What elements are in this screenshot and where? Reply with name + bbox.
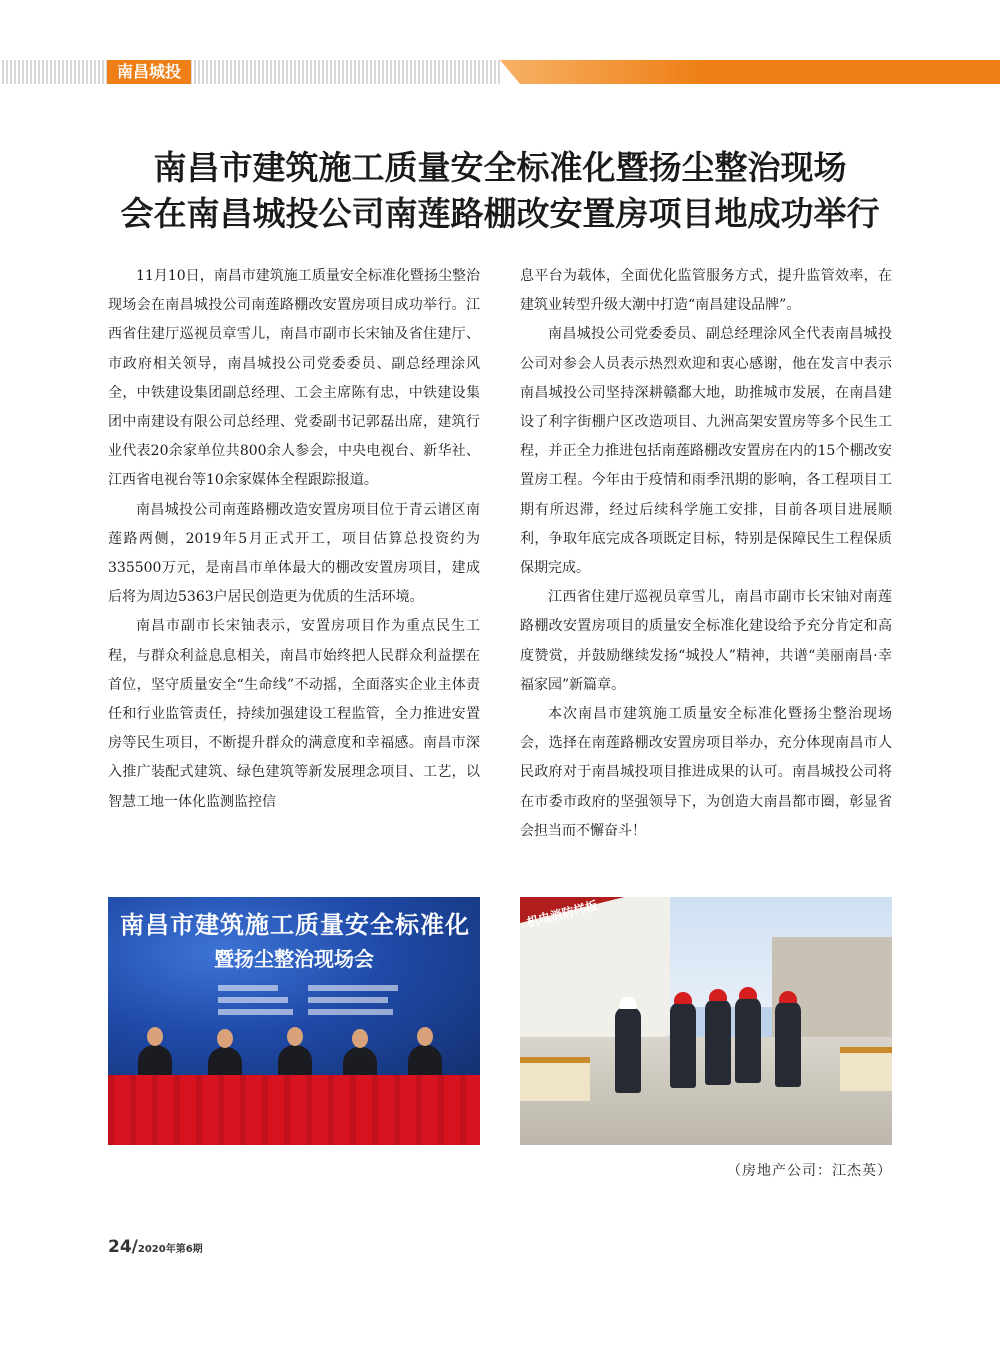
right-text-column xyxy=(520,262,892,846)
screen-text-row xyxy=(218,985,278,991)
inspector xyxy=(615,1007,641,1093)
issue-label: 2020年第6期 xyxy=(137,1244,203,1255)
paragraph: 本次南昌市建筑施工质量安全标准化暨扬尘整治现场会，选择在南莲路棚改安置房项目举办，充分体现南昌市人民政府对于南昌城投项目推进成果的认可。南昌城投公司将在市委市政府的坚强领导下，为创造大南昌都市圈，彰显省会担当而不懈奋斗！ xyxy=(520,706,892,839)
site-banner-text: 机电消防样板 xyxy=(525,898,599,930)
inspector xyxy=(670,1002,696,1088)
red-helmet xyxy=(739,987,757,999)
photo-byline: （房地产公司：江杰英） xyxy=(727,1163,892,1179)
screen-text-row xyxy=(308,1009,393,1015)
screen-title-line1: 南昌市建筑施工质量安全标准化 xyxy=(120,911,470,939)
paragraph: 南昌城投公司党委委员、副总经理涂风全代表南昌城投公司对参会人员表示热烈欢迎和衷心感谢，他在发言中表示南昌城投公司坚持深耕赣鄱大地，助推城市发展，在南昌建设了利字街棚户区改造项目、九洲高架安置房等多个民生工程，并正全力推进包括南莲路棚改安置房在内的15个棚改安置房工程。今年由于疫情和雨季汛期的影响，各工程项目工期有所迟滞，经过后续科学施工安排，目前各项目进展顺利，争取年底完成各项既定目标，特别是保障民生工程保质保期完成。 xyxy=(520,326,892,577)
left-text-column xyxy=(108,262,480,817)
screen-text-row xyxy=(308,997,388,1003)
screen-text-row xyxy=(218,997,288,1003)
paragraph-continuation: 息平台为载体，全面优化监管服务方式，提升监管效率，在建筑业转型升级大潮中打造“南昌建设品牌”。 xyxy=(520,268,892,314)
flower-planter xyxy=(840,1047,892,1091)
attendee-head xyxy=(417,1027,433,1046)
header-orange-band xyxy=(500,60,1000,84)
red-tablecloth xyxy=(108,1075,480,1145)
paragraph: 11月10日，南昌市建筑施工质量安全标准化暨扬尘整治现场会在南昌城投公司南莲路棚改安置房项目成功举行。江西省住建厅巡视员章雪儿，南昌市副市长宋铀及省住建厅、市政府相关领导，南昌城投公司党委委员、副总经理涂风全，中铁建设集团副总经理、工会主席陈有忠，中铁建设集团中南建设有限公司总经理、党委副书记郭磊出席，建筑行业代表20余家单位共800余人参会，中央电视台、新华社、江西省电视台等10余家媒体全程跟踪报道。 xyxy=(108,268,480,489)
red-helmet xyxy=(709,989,727,1001)
page-footer xyxy=(108,1237,203,1257)
section-label: 南昌城投 xyxy=(107,60,191,84)
paragraph: 南昌城投公司南莲路棚改造安置房项目位于青云谱区南莲路两侧，2019年5月正式开工，项目估算总投资约为335500万元，是南昌市单体最大的棚改安置房项目，建成后将为周边5363户居民创造更为优质的生活环境。 xyxy=(108,501,480,606)
article-title-line2: 会在南昌城投公司南莲路棚改安置房项目地成功举行 xyxy=(120,194,880,233)
screen-text-row xyxy=(218,1009,293,1015)
red-helmet xyxy=(779,991,797,1003)
article-title-line1: 南昌市建筑施工质量安全标准化暨扬尘整治现场 xyxy=(153,148,847,187)
meeting-photo xyxy=(108,897,480,1145)
paragraph: 南昌市副市长宋铀表示，安置房项目作为重点民生工程，与群众利益息息相关，南昌市始终把人民群众利益摆在首位，坚守质量安全“生命线”不动摇，全面落实企业主体责任和行业监管责任，持续加强建设工程监管，全力推进安置房等民生项目，不断提升群众的满意度和幸福感。南昌市深入推广装配式建筑、绿色建筑等新发展理念项目、工艺，以智慧工地一体化监测监控信 xyxy=(108,618,480,810)
inspector xyxy=(775,1001,801,1087)
red-helmet xyxy=(674,992,692,1004)
white-helmet xyxy=(619,997,637,1009)
header-stripe-pattern xyxy=(0,60,500,84)
section-header-bar xyxy=(0,60,1000,84)
site-inspection-photo xyxy=(520,897,892,1145)
paragraph: 江西省住建厅巡视员章雪儿，南昌市副市长宋铀对南莲路棚改安置房项目的质量安全标准化建设给予充分肯定和高度赞赏，并鼓励继续发扬“城投人”精神，共谱“美丽南昌·幸福家园”新篇章。 xyxy=(520,589,892,693)
attendee-head xyxy=(217,1029,233,1048)
page-separator: / xyxy=(131,1237,138,1257)
attendee-head xyxy=(352,1029,368,1048)
attendee-head xyxy=(287,1027,303,1046)
inspector xyxy=(735,997,761,1083)
inspector xyxy=(705,999,731,1085)
page-number: 24 xyxy=(108,1237,132,1257)
attendee-head xyxy=(147,1027,163,1046)
article-title xyxy=(60,145,940,237)
screen-title-line2: 暨扬尘整治现场会 xyxy=(214,947,374,971)
screen-text-row xyxy=(308,985,398,991)
flower-planter xyxy=(520,1057,590,1101)
